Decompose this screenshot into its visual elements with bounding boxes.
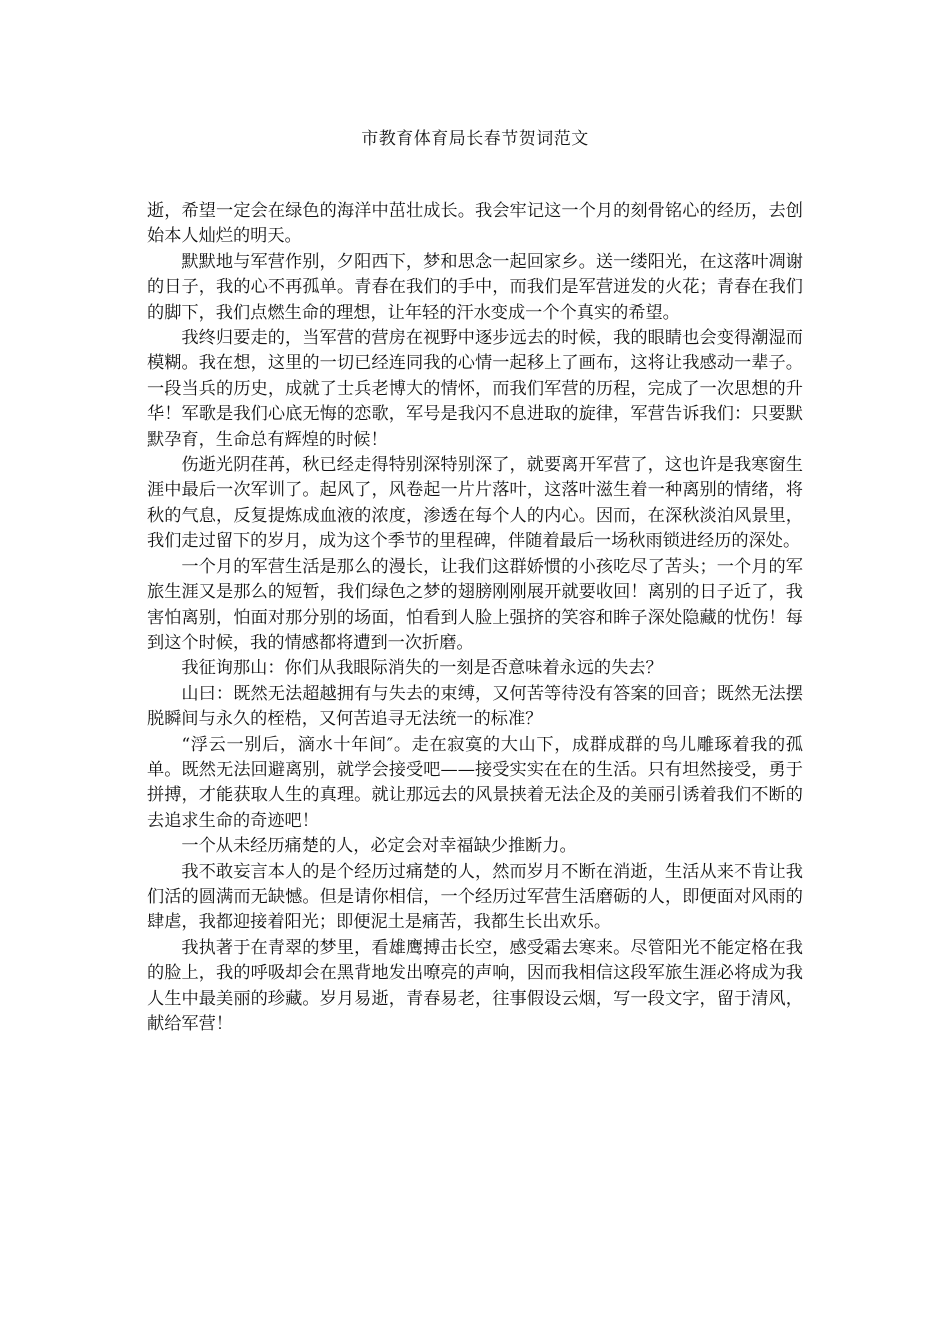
paragraph-2: 默默地与军营作别，夕阳西下，梦和思念一起回家乡。送一缕阳光，在这落叶凋谢的日子，我的心不再孤单。青春在我们的手中，而我们是军营迸发的火花；青春在我们的脚下，我们点燃生命的理想，让年轻的汗水变成一个个真实的希望。: [147, 251, 803, 323]
paragraph-9: 一个从未经历痛楚的人，必定会对幸福缺少推断力。: [181, 836, 577, 857]
paragraph-10: 我不敢妄言本人的是个经历过痛楚的人，然而岁月不断在消逝，生活从来不肯让我们活的圆满而无缺憾。但是请你相信，一个经历过军营生活磨砺的人，即便面对风雨的肆虐，我都迎接着阳光；即便泥土是痛苦，我都生长出欢乐。: [147, 861, 803, 933]
paragraph-8: “浮云一别后，滴水十年间″。走在寂寞的大山下，成群成群的鸟儿雕琢着我的孤单。既然无法回避离别，就学会接受吧——接受实实在在的生活。只有坦然接受，勇于拼搏，才能获取人生的真理。就让那远去的风景挟着无法企及的美丽引诱着我们不断的去追求生命的奇迹吧！: [147, 734, 803, 831]
paragraph-11: 我执著于在青翠的梦里，看雄鹰搏击长空，感受霜去寒来。尽管阳光不能定格在我的脸上，我的呼吸却会在黑背地发出嘹亮的声响，因而我相信这段军旅生涯必将成为我人生中最美丽的珍藏。岁月易逝，青春易老，往事假设云烟，写一段文字，留于清风，献给军营！: [147, 937, 803, 1034]
document-title: 市教育体育局长春节贺词范文: [361, 129, 589, 149]
paragraph-7: 山曰：既然无法超越拥有与失去的束缚，又何苦等待没有答案的回音；既然无法摆脱瞬间与永久的桎梏，又何苦追寻无法统一的标准？: [147, 683, 803, 730]
paragraph-5: 一个月的军营生活是那么的漫长，让我们这群娇惯的小孩吃尽了苦头；一个月的军旅生涯又是那么的短暂，我们绿色之梦的翅膀刚刚展开就要收回！离别的日子近了，我害怕离别，怕面对那分别的场面，怕看到人脸上强挤的笑容和眸子深处隐藏的忧伤！每到这个时候，我的情感都将遭到一次折磨。: [147, 556, 803, 653]
paragraph-6: 我征询那山：你们从我眼际消失的一刻是否意味着永远的失去？: [181, 658, 663, 679]
paragraph-1: 逝，希望一定会在绿色的海洋中茁壮成长。我会牢记这一个月的刻骨铭心的经历，去创始本人灿烂的明天。: [147, 201, 803, 247]
paragraph-4: 伤逝光阴荏苒，秋已经走得特别深特别深了，就要离开军营了，这也许是我寒窗生涯中最后一次军训了。起风了，风卷起一片片落叶，这落叶滋生着一种离别的情绪，将秋的气息，反复提炼成血液的浓度，渗透在每个人的内心。因而，在深秋淡泊风景里，我们走过留下的岁月，成为这个季节的里程碑，伴随着最后一场秋雨锁进经历的深处。: [147, 455, 803, 552]
document-body: [147, 199, 803, 1037]
paragraph-3: 我终归要走的，当军营的营房在视野中逐步远去的时候，我的眼睛也会变得潮湿而模糊。我在想，这里的一切已经连同我的心情一起移上了画布，这将让我感动一辈子。一段当兵的历史，成就了士兵老博大的情怀，而我们军营的历程，完成了一次思想的升华！军歌是我们心底无悔的恋歌，军号是我闪不息进取的旋律，军营告诉我们：只要默默孕育，生命总有辉煌的时候！: [147, 328, 803, 450]
